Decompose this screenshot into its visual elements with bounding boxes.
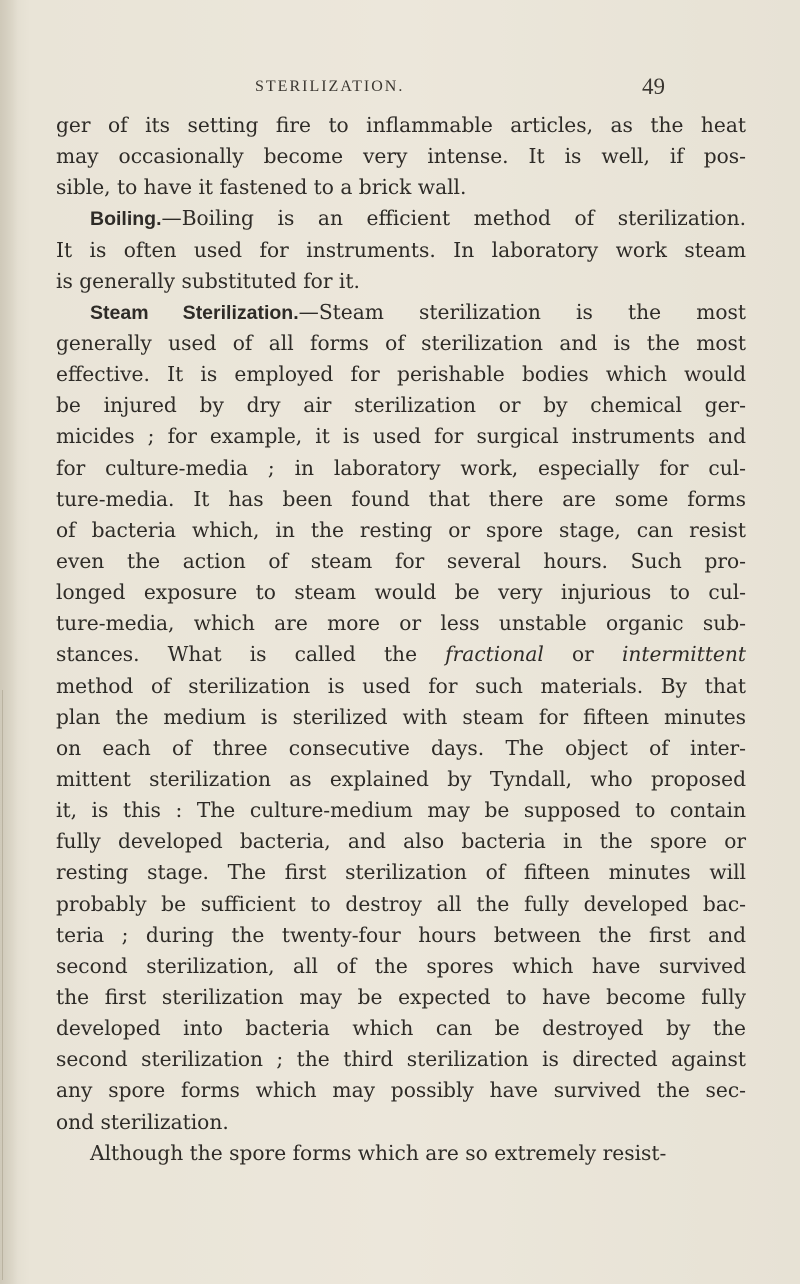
text-line: ger of its setting fire to inflammable articles, as the heat xyxy=(56,113,746,137)
text-line: ture-media. It has been found that there are some forms xyxy=(56,486,746,511)
text-line: probably be sufficient to destroy all the fully developed bac- xyxy=(56,891,746,916)
text-line: fully developed bacteria, and also bacteria in the spore or xyxy=(56,829,746,854)
text-line: mittent sterilization as explained by Tyndall, who proposed xyxy=(56,766,746,791)
text-line: plan the medium is sterilized with steam for fifteen minutes xyxy=(56,704,746,729)
text-line: effective. It is employed for perishable bodies which would xyxy=(56,362,746,387)
running-header xyxy=(0,74,800,102)
text-run: or xyxy=(543,642,622,667)
text-line: may occasionally become very intense. It is well, if pos- xyxy=(56,144,746,169)
italic-term-intermittent: intermittent xyxy=(621,642,746,667)
text-line: second sterilization, all of the spores which have survived xyxy=(56,953,746,978)
text-run: —Boiling is an efficient method of sterilization. xyxy=(161,206,746,231)
page-number: 49 xyxy=(642,74,665,99)
text-line: even the action of steam for several hours. Such pro- xyxy=(56,548,746,573)
text-line-italic-terms xyxy=(56,639,746,670)
text-line: longed exposure to steam would be very injurious to cul- xyxy=(56,580,746,605)
text-line: resting stage. The first sterilization of fifteen minutes will xyxy=(56,860,746,885)
text-line: ond sterilization. xyxy=(56,1109,229,1134)
text-line: second sterilization ; the third sterilization is directed against xyxy=(56,1047,746,1072)
text-line: ture-media, which are more or less unstable organic sub- xyxy=(56,611,746,636)
section-heading-line xyxy=(56,297,746,328)
text-line: any spore forms which may possibly have survived the sec- xyxy=(56,1078,746,1103)
text-line: micides ; for example, it is used for surgical instruments and xyxy=(56,424,746,449)
text-run: —Steam sterilization is the most xyxy=(298,299,746,324)
text-line: teria ; during the twenty-four hours between the first and xyxy=(56,922,746,947)
text-line: Although the spore forms which are so extremely resist- xyxy=(90,1140,667,1165)
section-heading-steam-sterilization: Steam Sterilization. xyxy=(90,301,299,324)
text-line: the first sterilization may be expected to have become fully xyxy=(56,984,746,1009)
text-run: stances. What is called the xyxy=(56,642,446,667)
text-line: of bacteria which, in the resting or spore stage, can resist xyxy=(56,517,746,542)
text-line: on each of three consecutive days. The object of inter- xyxy=(56,735,746,760)
italic-term-fractional: fractional xyxy=(445,642,544,667)
section-heading-boiling: Boiling. xyxy=(90,208,162,231)
text-line: It is often used for instruments. In laboratory work steam xyxy=(56,237,746,262)
text-line: method of sterilization is used for such materials. By that xyxy=(56,673,746,698)
text-line: be injured by dry air sterilization or by chemical ger- xyxy=(56,393,746,418)
text-line: developed into bacteria which can be destroyed by the xyxy=(56,1016,746,1041)
text-line: generally used of all forms of sterilization and is the most xyxy=(56,330,746,355)
text-line: for culture-media ; in laboratory work, especially for cul- xyxy=(56,455,746,480)
text-line: is generally substituted for it. xyxy=(56,268,360,293)
section-heading-line xyxy=(56,203,746,234)
margin-rule xyxy=(2,690,3,1280)
text-line: sible, to have it fastened to a brick wall. xyxy=(56,175,467,200)
body-text xyxy=(56,110,746,1169)
running-title: STERILIZATION. xyxy=(255,78,405,95)
text-line: it, is this : The culture-medium may be supposed to contain xyxy=(56,798,746,823)
